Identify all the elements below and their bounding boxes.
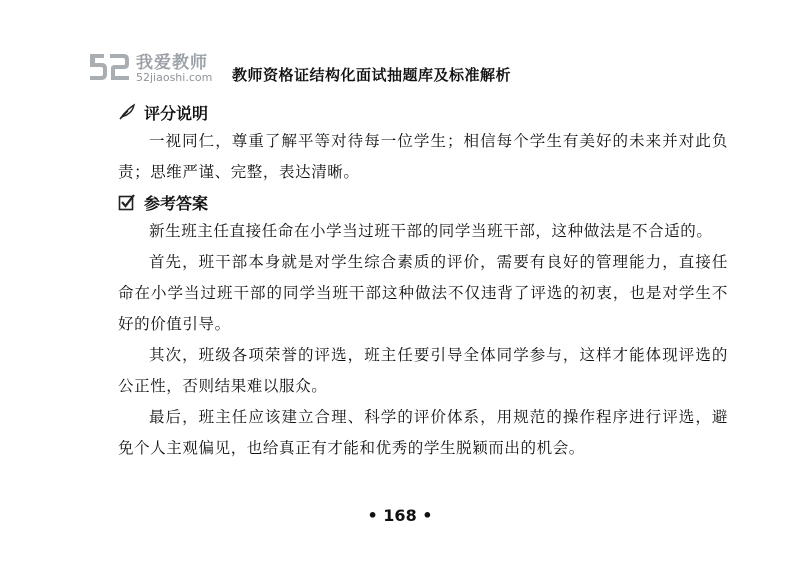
checkbox-icon bbox=[118, 193, 136, 211]
page-header bbox=[86, 46, 726, 90]
answer-heading-text: 参考答案 bbox=[144, 193, 209, 213]
scoring-text: 一视同仁，尊重了解平等对待每一位学生；相信每个学生有美好的未来并对此负责；思维严谨、完整，表达清晰。 bbox=[118, 132, 728, 181]
answer-heading bbox=[118, 188, 728, 216]
logo-site-url: 52jiaoshi.com bbox=[136, 71, 213, 84]
answer-paragraph: 首先，班干部本身就是对学生综合素质的评价，需要有良好的管理能力，直接任命在小学当过班干部的同学当班干部这种做法不仅违背了评选的初衷，也是对学生不好的价值引导。 bbox=[118, 253, 728, 333]
answer-paragraph: 其次，班级各项荣誉的评选，班主任要引导全体同学参与，这样才能体现评选的公正性，否则结果难以服众。 bbox=[118, 346, 728, 395]
site-logo bbox=[86, 46, 221, 90]
scoring-heading bbox=[118, 98, 728, 126]
answer-paragraph: 最后，班主任应该建立合理、科学的评价体系，用规范的操作程序进行评选，避免个人主观偏见，也给真正有才能和优秀的学生脱颖而出的机会。 bbox=[118, 408, 728, 457]
logo-text: 我爱教师 bbox=[136, 53, 208, 73]
feather-icon bbox=[118, 103, 136, 121]
page-content bbox=[118, 98, 728, 464]
answer-paragraph: 新生班主任直接任命在小学当过班干部的同学当班干部，这种做法是不合适的。 bbox=[149, 222, 713, 240]
scoring-heading-text: 评分说明 bbox=[144, 103, 209, 123]
logo-52-icon bbox=[86, 48, 132, 84]
page-number: • 168 • bbox=[367, 506, 433, 525]
book-title: 教师资格证结构化面试抽题库及标准解析 bbox=[232, 66, 512, 84]
